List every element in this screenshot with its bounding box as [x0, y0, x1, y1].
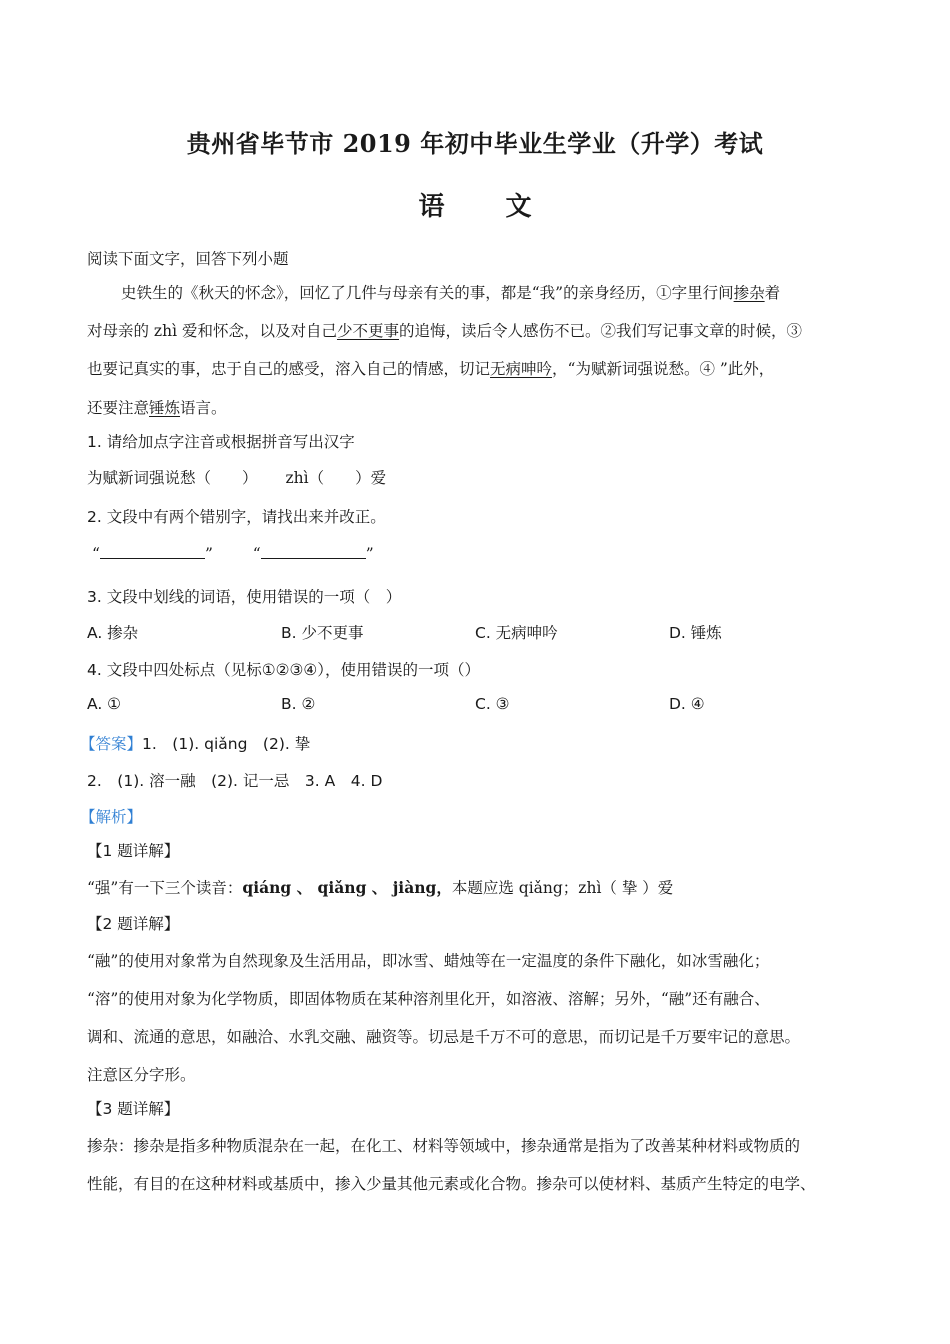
q1-detail-heading: 【1 题详解】 [87, 842, 180, 860]
answer-blank-1[interactable] [100, 546, 205, 559]
q3-detail-line-2: 性能，有目的在这种材料或基质中，掺入少量其他元素或化合物。掺杂可以使材料、基质产生特定的电学、 [87, 1175, 816, 1193]
passage-line-3 [87, 357, 774, 379]
passage-text: 还要注意 [87, 399, 150, 417]
detail-text: 本题应选 qiǎng；zhì（ 挚 ）爱 [451, 879, 674, 897]
q3-option-a[interactable]: A. 掺杂 [87, 624, 139, 642]
answer-label: 【答案】 [80, 735, 143, 753]
answer-text: 1. (1). qiǎng (2). 挚 [142, 735, 311, 753]
underlined-word: 无病呻吟 [490, 360, 553, 378]
passage-line-2 [87, 319, 802, 341]
detail-text: “强”有一下三个读音： [87, 879, 243, 897]
passage-line-4 [87, 396, 227, 418]
answer-line-2: 2. (1). 溶一融 (2). 记一忌 3. A 4. D [87, 772, 383, 790]
q3-detail-line-1: 掺杂：掺杂是指多种物质混杂在一起，在化工、材料等领域中，掺杂通常是指为了改善某种材料或物质的 [87, 1137, 801, 1155]
pronunciations: qiáng 、 qiǎng 、 jiàng， [242, 878, 452, 897]
answer-line-1 [80, 732, 310, 754]
passage-text: 语言。 [180, 399, 227, 417]
passage-text: ，“为赋新词强说愁。④ ”此外， [552, 360, 775, 378]
q3-option-c[interactable]: C. 无病呻吟 [475, 624, 558, 642]
passage-text: 的追悔，读后令人感伤不已。②我们写记事文章的时候，③ [398, 322, 802, 340]
q4-option-b[interactable]: B. ② [281, 695, 316, 713]
underlined-word: 锤炼 [149, 399, 181, 417]
question-1-stem: 1. 请给加点字注音或根据拼音写出汉字 [87, 433, 355, 451]
q2-detail-heading: 【2 题详解】 [87, 915, 180, 933]
passage-text: 着 [764, 284, 781, 302]
passage-text: 也要记真实的事，忠于自己的感受，溶入自己的情感，切记 [87, 360, 491, 378]
q4-option-a[interactable]: A. ① [87, 695, 122, 713]
passage-text: 对母亲的 zhì 爱和怀念，以及对自己 [87, 322, 337, 340]
answer-blank-2[interactable] [261, 546, 366, 559]
q2-detail-line-2: “溶”的使用对象为化学物质，即固体物质在某种溶剂里化开，如溶液、溶解；另外，“融”还有融合、 [87, 990, 770, 1008]
underlined-word: 少不更事 [336, 322, 399, 340]
q2-detail-line-1: “融”的使用对象常为自然现象及生活用品，即冰雪、蜡烛等在一定温度的条件下融化，如冰雪融化； [87, 952, 770, 970]
q3-option-b[interactable]: B. 少不更事 [281, 624, 364, 642]
reading-intro: 阅读下面文字，回答下列小题 [87, 250, 289, 268]
question-1-fill [87, 466, 386, 488]
question-4-stem: 4. 文段中四处标点（见标①②③④），使用错误的一项（） [87, 661, 481, 679]
q2-detail-line-3: 调和、流通的意思，如融洽、水乳交融、融资等。切忌是千万不可的意思，而切记是千万要牢记的意思。 [87, 1028, 801, 1046]
question-3-stem: 3. 文段中划线的词语，使用错误的一项（ ） [87, 588, 402, 606]
question-2-blanks [92, 545, 374, 563]
q4-option-c[interactable]: C. ③ [475, 695, 510, 713]
subject-title: 语 文 [418, 192, 558, 222]
quote-open: “ [92, 545, 100, 563]
quote-open: “ [252, 545, 261, 563]
q1-detail-text [87, 876, 673, 898]
quote-close: ” [365, 545, 374, 563]
fill-blank-a: 为赋新词强说愁（ ） [87, 469, 258, 487]
q3-detail-heading: 【3 题详解】 [87, 1100, 180, 1118]
page-title: 贵州省毕节市 2019 年初中毕业生学业（升学）考试 [186, 129, 764, 158]
q3-option-d[interactable]: D. 锤炼 [669, 624, 722, 642]
passage-text: 史铁生的《秋天的怀念》，回忆了几件与母亲有关的事，都是“我”的亲身经历，①字里行间 [121, 284, 734, 302]
underlined-word: 掺杂 [733, 284, 765, 302]
q2-detail-line-4: 注意区分字形。 [87, 1066, 196, 1084]
quote-close: ” [204, 545, 213, 563]
question-2-stem: 2. 文段中有两个错别字，请找出来并改正。 [87, 508, 386, 526]
q4-option-d[interactable]: D. ④ [669, 695, 705, 713]
fill-blank-b: zhì（ ）爱 [285, 469, 387, 487]
analysis-label: 【解析】 [80, 808, 143, 826]
passage-line-1 [121, 281, 780, 303]
